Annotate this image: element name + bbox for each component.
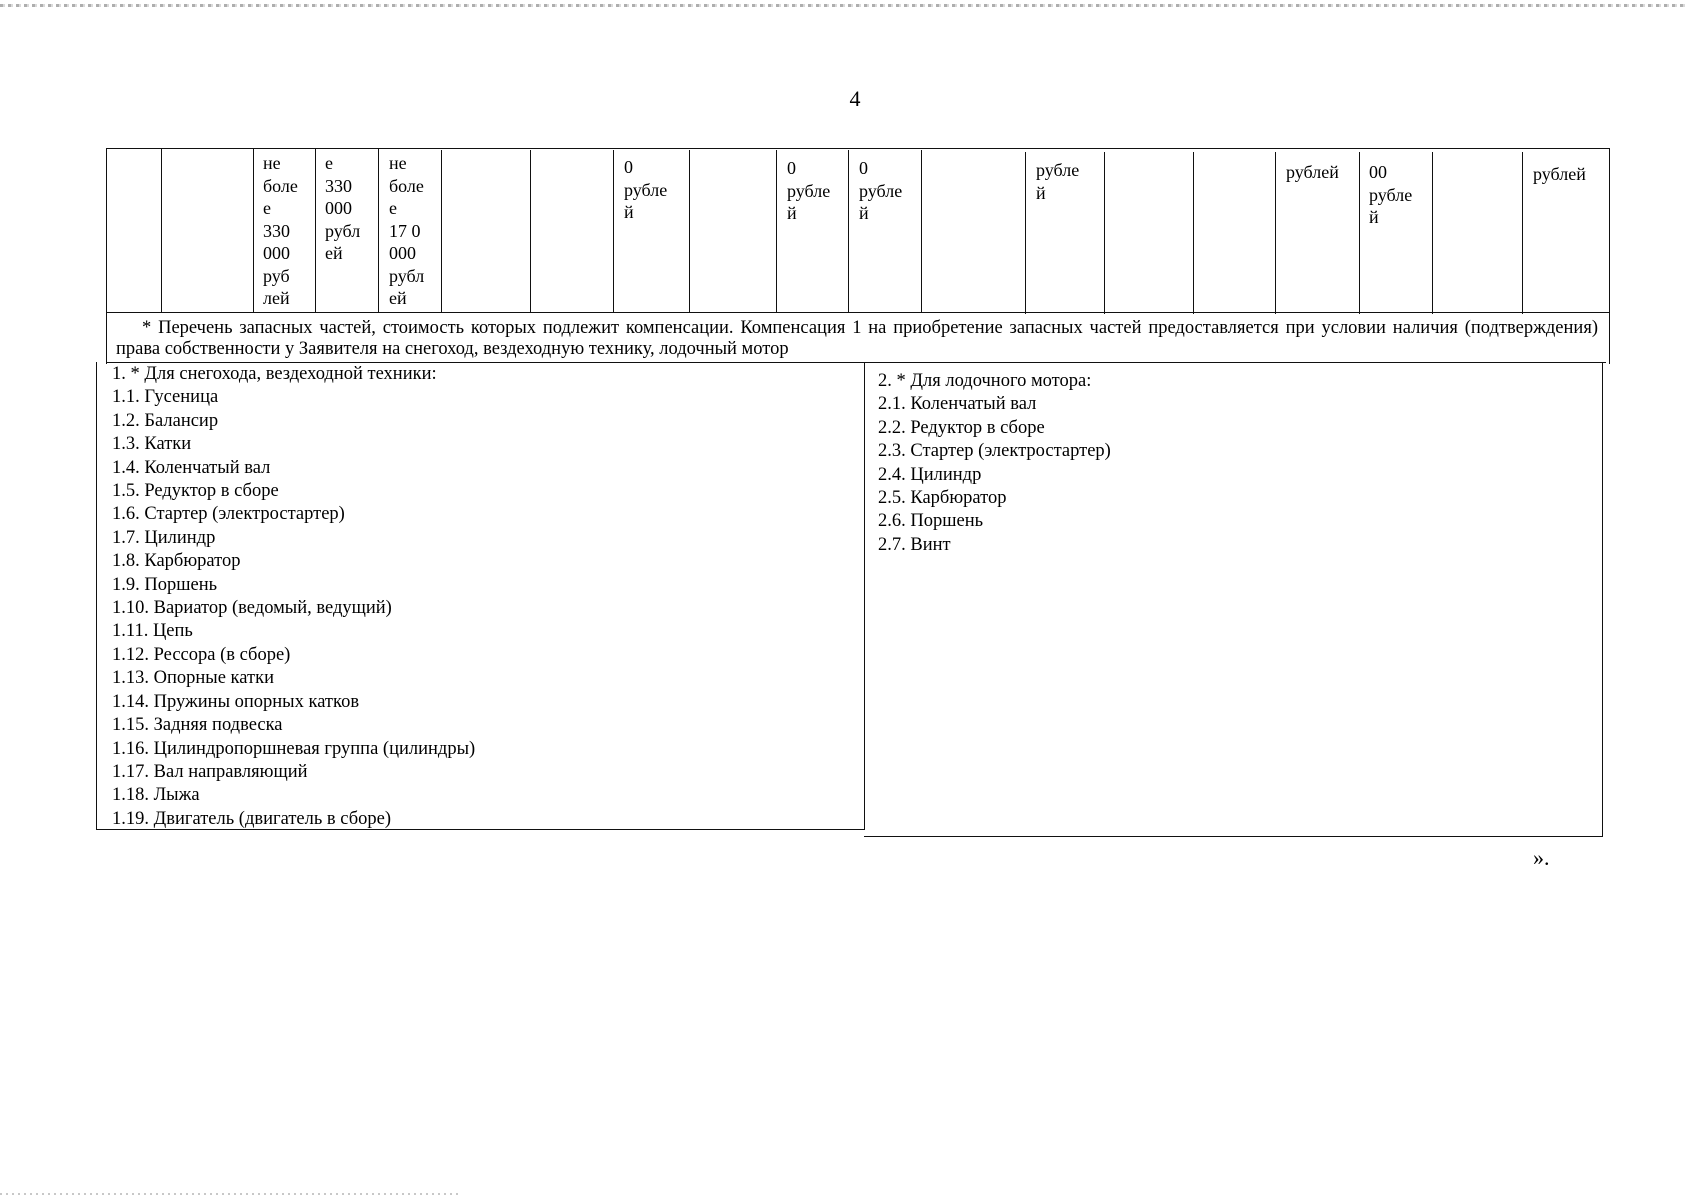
list-item: 1.16. Цилиндропоршневая группа (цилиндры) — [112, 738, 476, 759]
table-top-border — [106, 148, 1610, 149]
list-item: 2.3. Стартер (электростартер) — [878, 441, 1111, 462]
cell-amount-4: 0 рубле й — [624, 157, 668, 222]
list-item: 2.5. Карбюратор — [878, 488, 1007, 509]
column-divider — [1193, 152, 1194, 314]
table-bottom-border-right — [864, 836, 1602, 837]
cell-amount-2: е 330 000 рубл ей — [325, 153, 361, 263]
boat-motor-parts-list — [878, 370, 1111, 557]
column-divider — [613, 150, 614, 312]
table-left-border-lower — [96, 362, 97, 830]
snowmobile-parts-list — [112, 363, 475, 831]
list-item: 2.2. Редуктор в сборе — [878, 417, 1045, 438]
column-divider — [1025, 152, 1026, 314]
cell-amount-8: рублей — [1286, 162, 1339, 182]
column-divider — [315, 148, 316, 312]
list-item: 1.19. Двигатель (двигатель в сборе) — [112, 808, 391, 829]
spare-parts-note: * Перечень запасных частей, стоимость которых подлежит компенсации. Компенсация 1 на приобретение запасных частей предоставляется при условии наличия (подтверждения) права собственности у Заявителя на снегоход, вездеходную технику, лодочный мотор — [116, 318, 1598, 359]
list-item: 1.5. Редуктор в сборе — [112, 481, 279, 502]
list-item: 1.9. Поршень — [112, 574, 218, 595]
list-item: 1.12. Рессора (в сборе) — [112, 644, 291, 665]
cell-amount-6: 0 рубле й — [859, 158, 903, 223]
scan-edge-bottom — [0, 1193, 460, 1195]
cell-amount-7: рубле й — [1036, 160, 1080, 203]
list-item: 1.3. Катки — [112, 434, 192, 455]
column-divider — [848, 150, 849, 312]
column-divider — [1432, 152, 1433, 314]
cell-amount-10: рублей — [1533, 164, 1586, 184]
scan-edge-top — [0, 4, 1686, 7]
column-divider — [689, 150, 690, 312]
table-left-border — [106, 148, 107, 364]
list-item: 1.18. Лыжа — [112, 785, 200, 806]
column-divider — [253, 148, 254, 312]
list-item: 1.7. Цилиндр — [112, 527, 216, 548]
table-row-divider — [106, 312, 1610, 313]
list-item: 1.15. Задняя подвеска — [112, 715, 283, 736]
cell-amount-5: 0 рубле й — [787, 158, 831, 223]
column-divider — [776, 150, 777, 312]
list-item: 1.6. Стартер (электростартер) — [112, 504, 345, 525]
list-item: 1.17. Вал направляющий — [112, 761, 308, 782]
list-heading: 1. * Для снегохода, вездеходной техники: — [112, 364, 437, 384]
closing-quote-mark: ». — [1533, 845, 1550, 870]
list-item: 1.10. Вариатор (ведомый, ведущий) — [112, 598, 392, 619]
column-divider — [378, 148, 379, 312]
column-divider — [1522, 152, 1523, 314]
column-divider — [530, 150, 531, 312]
column-divider — [1104, 152, 1105, 314]
list-item: 2.1. Коленчатый вал — [878, 394, 1037, 415]
page-number: 4 — [849, 86, 861, 111]
column-divider — [441, 150, 442, 312]
list-item: 1.8. Карбюратор — [112, 551, 241, 572]
list-column-divider — [864, 362, 865, 830]
cell-amount-1: не боле е 330 000 руб лей — [263, 153, 298, 308]
list-item: 2.7. Винт — [878, 534, 951, 555]
list-item: 1.14. Пружины опорных катков — [112, 691, 360, 712]
list-item: 2.4. Цилиндр — [878, 464, 982, 485]
list-item: 1.2. Балансир — [112, 410, 219, 431]
list-item: 1.1. Гусеница — [112, 387, 219, 408]
column-divider — [1359, 152, 1360, 314]
column-divider — [1275, 152, 1276, 314]
column-divider — [921, 150, 922, 312]
list-heading: 2. * Для лодочного мотора: — [878, 371, 1092, 391]
cell-amount-9: 00 рубле й — [1369, 162, 1413, 227]
list-item: 1.13. Опорные катки — [112, 668, 274, 689]
list-item: 1.4. Коленчатый вал — [112, 457, 271, 478]
cell-amount-3: не боле е 17 0 000 рубл ей — [389, 153, 425, 308]
column-divider — [161, 148, 162, 312]
table-right-border-lower — [1602, 362, 1603, 837]
list-item: 1.11. Цепь — [112, 621, 193, 642]
list-item: 2.6. Поршень — [878, 511, 984, 532]
table-right-border — [1609, 148, 1610, 364]
